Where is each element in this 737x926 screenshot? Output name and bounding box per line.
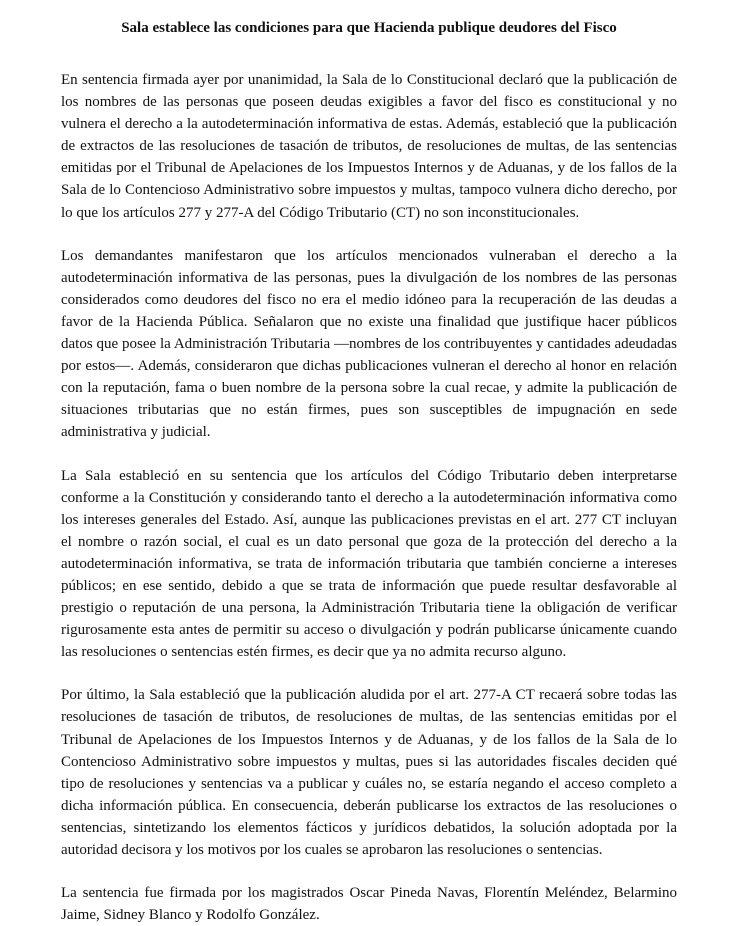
document-title: Sala establece las condiciones para que Hacienda publique deudores del Fisco	[121, 20, 617, 36]
paragraph-ruling-summary: En sentencia firmada ayer por unanimidad, la Sala de lo Constitucional declaró que la publicación de los nombres de las personas que poseen deudas exigibles a favor del fisco es constitucional y no vulnera el derecho a la autodeterminación informativa de estas. Además, estableció que la publicación de extractos de las resoluciones de tasación de tributos, de resoluciones de multas, de las sentencias emitidas por el Tribunal de Apelaciones de los Impuestos Internos y de Aduanas, y de los fallos de la Sala de lo Contencioso Administrativo sobre impuestos y multas, tampoco vulnera dicho derecho, por lo que los artículos 277 y 277-A del Código Tributario (CT) no son inconstitucionales.	[61, 72, 677, 221]
document-page	[61, 18, 677, 926]
paragraph-article-277a: Por último, la Sala estableció que la publicación aludida por el art. 277-A CT recaerá sobre todas las resoluciones de tasación de tributos, de resoluciones de multas, de las sentencias emitidas por el Tribunal de Apelaciones de los Impuestos Internos y de Aduanas, y de los fallos de la Sala de lo Contencioso Administrativo sobre impuestos y multas, pues si las autoridades fiscales deciden qué tipo de resoluciones y sentencias va a publicar y cuáles no, se estaría negando el acceso completo a dicha información pública. En consecuencia, deberán publicarse los extractos de las resoluciones o sentencias, sintetizando los elementos fácticos y jurídicos debatidos, la solución adoptada por la autoridad decisora y los motivos por los cuales se aprobaron las resoluciones o sentencias.	[61, 687, 677, 858]
paragraph-signatories: La sentencia fue firmada por los magistrados Oscar Pineda Navas, Florentín Meléndez, Belarmino Jaime, Sidney Blanco y Rodolfo González.	[61, 885, 677, 924]
paragraph-court-interpretation: La Sala estableció en su sentencia que los artículos del Código Tributario deben interpretarse conforme a la Constitución y considerando tanto el derecho a la autodeterminación informativa como los intereses generales del Estado. Así, aunque las publicaciones previstas en el art. 277 CT incluyan el nombre o razón social, el cual es un dato personal que goza de la protección del derecho a la autodeterminación informativa, se trata de información tributaria que también concierne a intereses públicos; en ese sentido, debido a que se trata de información que puede resultar desfavorable al prestigio o reputación de una persona, la Administración Tributaria tiene la obligación de verificar rigurosamente esta antes de permitir su acceso o divulgación y podrán publicarse únicamente cuando las resoluciones o sentencias estén firmes, es decir que ya no admita recurso alguno.	[61, 467, 677, 661]
paragraph-plaintiffs-arguments: Los demandantes manifestaron que los artículos mencionados vulneraban el derecho a la autodeterminación informativa de las personas, pues la divulgación de los nombres de las personas considerados como deudores del fisco no era el medio idóneo para la recuperación de las deudas a favor de la Hacienda Pública. Señalaron que no existe una finalidad que justifique hacer públicos datos que posee la Administración Tributaria —nombres de los contribuyentes y cantidades adeudadas por estos—. Además, consideraron que dichas publicaciones vulneran el derecho al honor en relación con la reputación, fama o buen nombre de la persona sobre la cual recae, y admite la publicación de situaciones tributarias que no están firmes, pues son susceptibles de impugnación en sede administrativa y judicial.	[61, 247, 677, 441]
